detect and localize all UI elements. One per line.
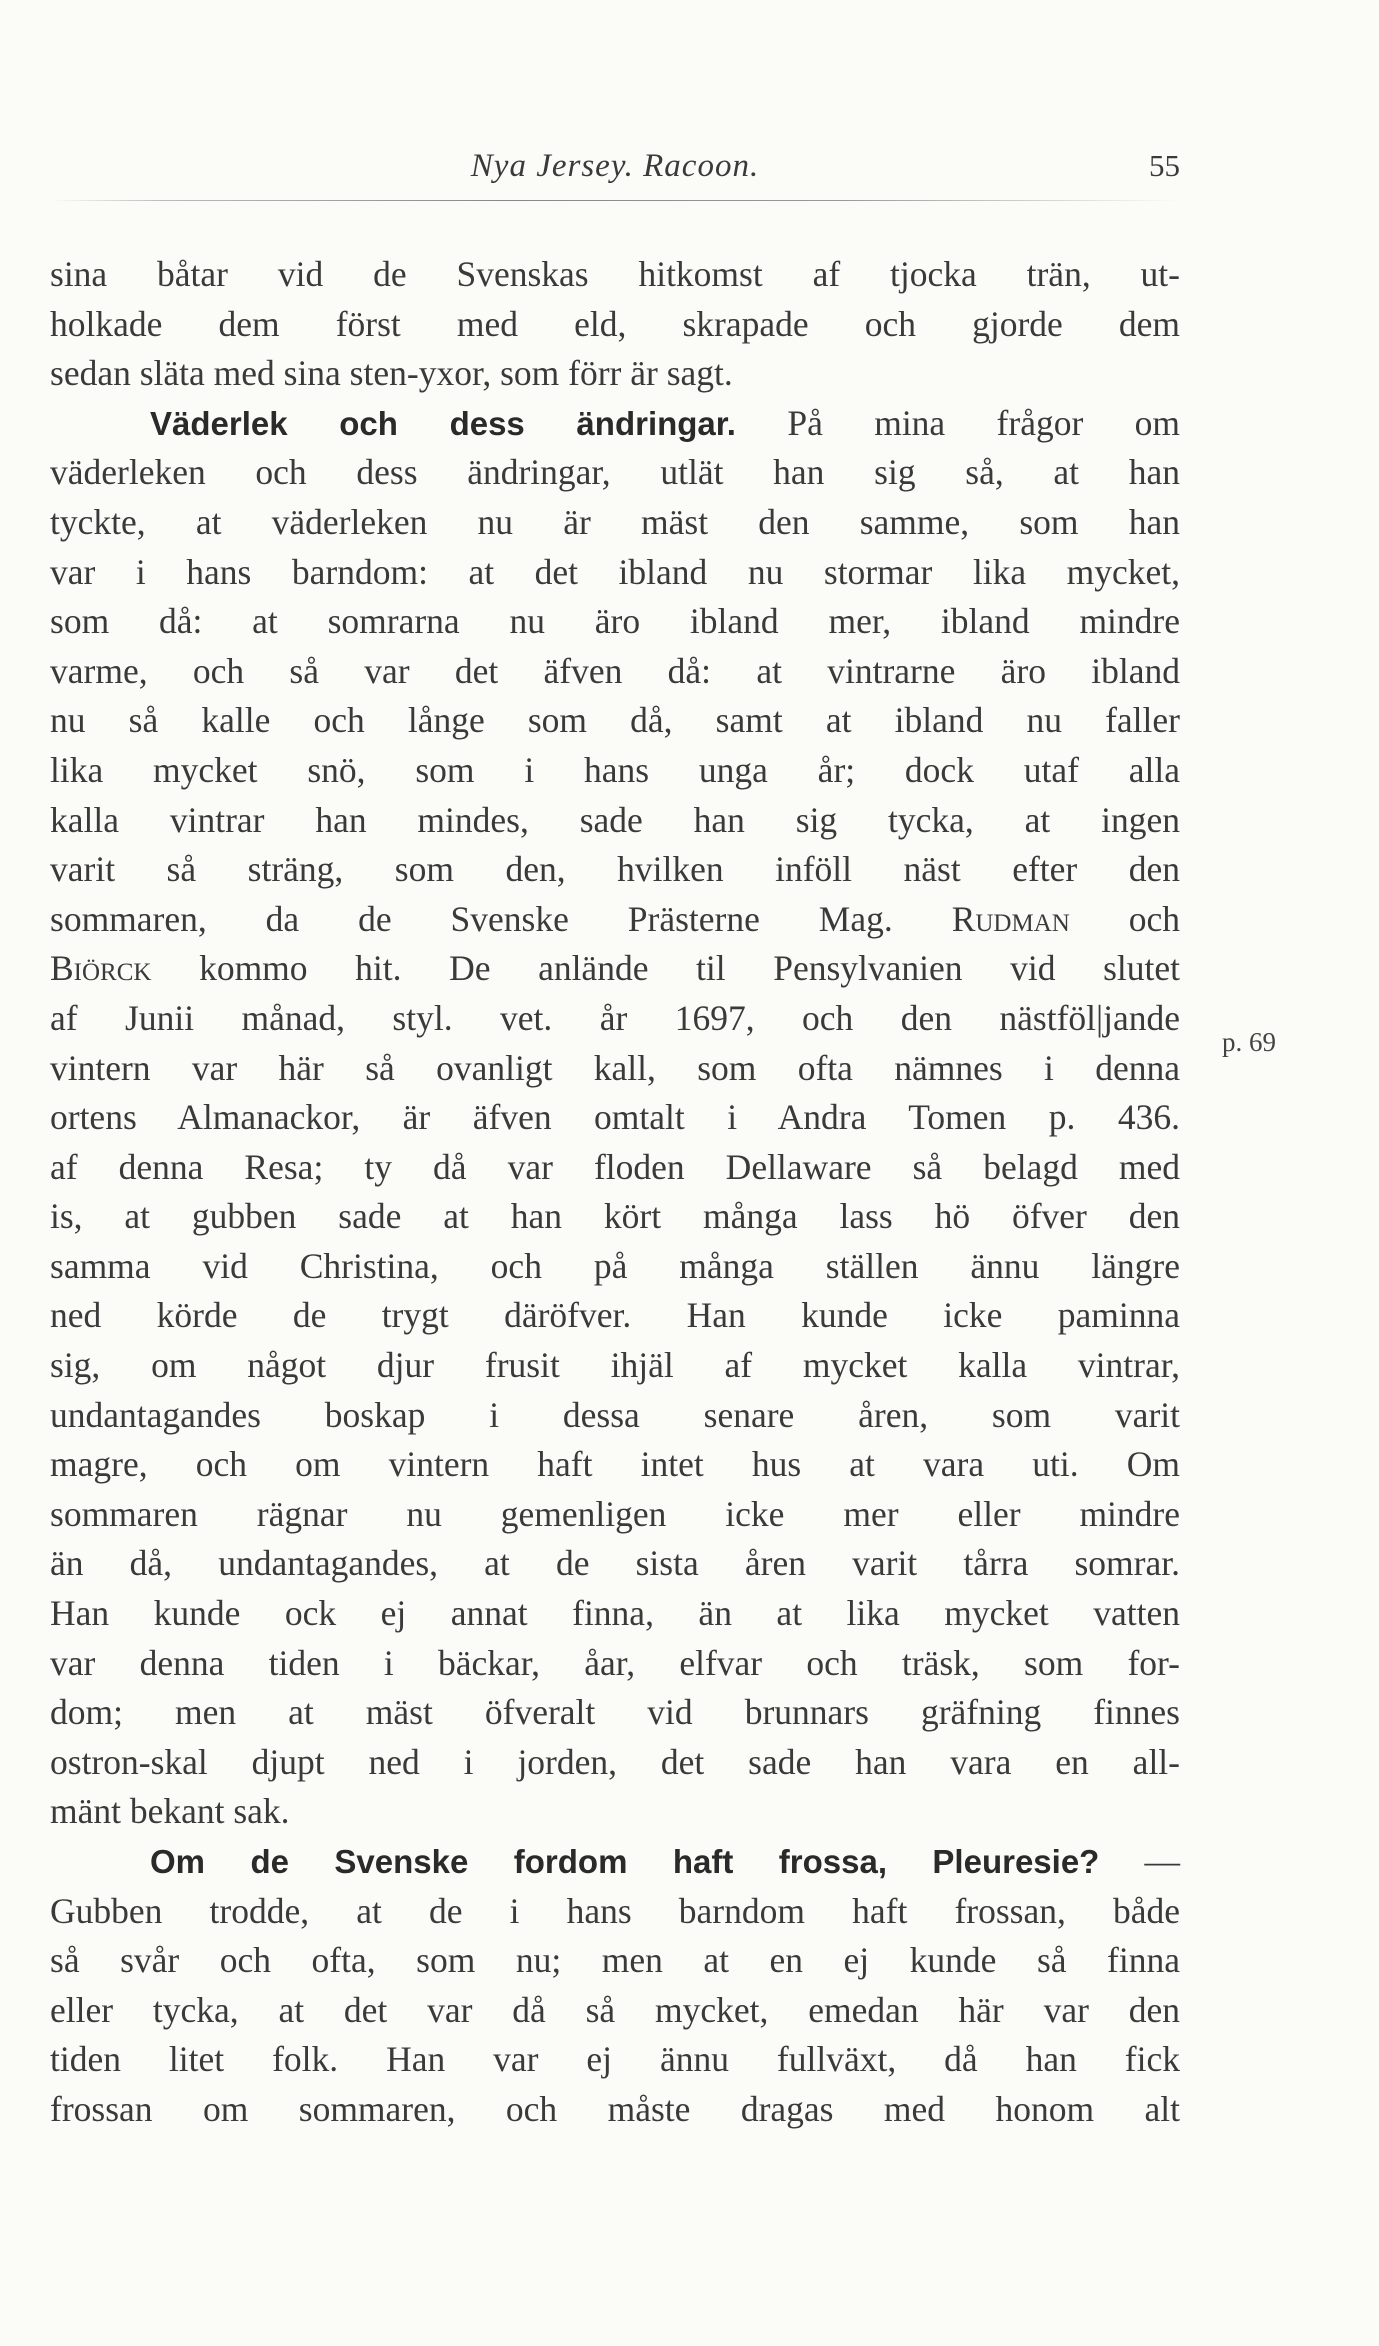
line-text: holkade dem först med eld, skrapade och gjorde dem	[50, 303, 1180, 344]
text-line	[50, 399, 1180, 449]
line-text: —	[1099, 1841, 1180, 1881]
text-line	[50, 597, 1180, 647]
line-text: varme, och så var det äfven då: at vintrarne äro ibland	[50, 650, 1180, 691]
line-text: nu så kalle och långe som då, samt at ibland nu faller	[50, 700, 1180, 741]
text-line	[50, 1688, 1180, 1738]
text-line	[50, 349, 1180, 399]
text-line	[50, 1589, 1180, 1639]
text-line	[50, 696, 1180, 746]
line-text: sommaren rägnar nu gemenligen icke mer eller mindre	[50, 1493, 1180, 1534]
text-line	[50, 2085, 1180, 2135]
line-text: Gubben trodde, at de i hans barndom haft frossan, både	[50, 1890, 1180, 1931]
text-line	[50, 498, 1180, 548]
text-line	[50, 1787, 1180, 1837]
small-caps-name: Rudman	[951, 898, 1070, 939]
line-text: väderleken och dess ändringar, utlät han sig så, at han	[50, 452, 1180, 493]
line-text: samma vid Christina, och på många ställen ännu längre	[50, 1245, 1180, 1286]
text-line	[50, 1440, 1180, 1490]
line-text: så svår och ofta, som nu; men at en ej kunde så finna	[50, 1940, 1180, 1981]
text-line	[50, 1539, 1180, 1589]
text-line	[50, 2035, 1180, 2085]
small-caps-name: Biörck	[50, 948, 152, 989]
line-text: ostron-skal djupt ned i jorden, det sade han vara en all-	[50, 1741, 1180, 1782]
page-number: 55	[1149, 148, 1180, 183]
text-line	[50, 1391, 1180, 1441]
line-text: sig, om något djur frusit ihjäl af mycket kalla vintrar,	[50, 1345, 1180, 1386]
text-line	[50, 1837, 1180, 1887]
text-line	[50, 1490, 1180, 1540]
text-line	[50, 250, 1180, 300]
line-text: af Junii månad, styl. vet. år 1697, och den nästföl|jande	[50, 997, 1180, 1038]
line-text: magre, och om vintern haft intet hus at vara uti. Om	[50, 1444, 1180, 1485]
text-line	[50, 746, 1180, 796]
header-title: Nya Jersey. Racoon.	[470, 148, 760, 184]
text-line	[50, 448, 1180, 498]
header-rule	[50, 200, 1180, 201]
line-text: ned körde de trygt däröfver. Han kunde icke paminna	[50, 1295, 1180, 1336]
text-line	[50, 1986, 1180, 2036]
text-line	[50, 1341, 1180, 1391]
line-text: På mina frågor om	[735, 402, 1180, 443]
text-line	[50, 796, 1180, 846]
text-line	[50, 1044, 1180, 1094]
line-text: lika mycket snö, som i hans unga år; dock utaf alla	[50, 749, 1180, 790]
body-text	[50, 250, 1180, 2135]
line-text: mänt bekant sak.	[50, 1791, 290, 1832]
line-text: sedan släta med sina sten-yxor, som förr är sagt.	[50, 353, 733, 394]
line-text: var i hans barndom: at det ibland nu stormar lika mycket,	[50, 551, 1180, 592]
section-heading: Väderlek och dess ändringar.	[150, 404, 736, 442]
line-text-tail: och	[1069, 898, 1180, 939]
line-text: vintern var här så ovanligt kall, som ofta nämnes i denna	[50, 1047, 1180, 1088]
line-text: kommo hit. De anlände til Pensylvanien vid slutet	[151, 948, 1180, 989]
line-text: dom; men at mäst öfveralt vid brunnars gräfning finnes	[50, 1692, 1180, 1733]
line-text: eller tycka, at det var då så mycket, emedan här var den	[50, 1989, 1180, 2030]
text-line	[50, 1192, 1180, 1242]
section-heading: Om de Svenske fordom haft frossa, Pleuresie?	[150, 1843, 1100, 1880]
line-text: var denna tiden i bäckar, åar, elfvar och träsk, som for-	[50, 1642, 1180, 1683]
line-text: varit så sträng, som den, hvilken inföll näst efter den	[50, 849, 1180, 890]
line-text: undantagandes boskap i dessa senare åren, som varit	[50, 1394, 1180, 1435]
text-line	[50, 994, 1180, 1044]
line-text: sommaren, da de Svenske Prästerne Mag.	[50, 898, 952, 939]
line-text: ortens Almanackor, är äfven omtalt i Andra Tomen p. 436.	[50, 1097, 1180, 1138]
line-text: kalla vintrar han mindes, sade han sig tycka, at ingen	[50, 799, 1180, 840]
line-text: Han kunde ock ej annat finna, än at lika mycket vatten	[50, 1593, 1180, 1634]
text-line	[50, 1093, 1180, 1143]
text-line	[50, 1738, 1180, 1788]
text-line	[50, 845, 1180, 895]
text-line	[50, 300, 1180, 350]
text-line	[50, 1242, 1180, 1292]
text-line	[50, 1291, 1180, 1341]
line-text: tiden litet folk. Han var ej ännu fullväxt, då han fick	[50, 2039, 1180, 2080]
text-line	[50, 1887, 1180, 1937]
text-line	[50, 944, 1180, 994]
line-text: som då: at somrarna nu äro ibland mer, ibland mindre	[50, 601, 1180, 642]
text-line	[50, 1639, 1180, 1689]
text-line	[50, 1143, 1180, 1193]
running-header	[50, 148, 1180, 198]
line-text: frossan om sommaren, och måste dragas med honom alt	[50, 2088, 1180, 2129]
text-line	[50, 1936, 1180, 1986]
line-text: än då, undantagandes, at de sista åren varit tårra somrar.	[50, 1543, 1180, 1584]
line-text: af denna Resa; ty då var floden Dellaware så belagd med	[50, 1146, 1180, 1187]
line-text: tyckte, at väderleken nu är mäst den samme, som han	[50, 501, 1180, 542]
line-text: sina båtar vid de Svenskas hitkomst af tjocka trän, ut-	[50, 254, 1180, 294]
line-text: is, at gubben sade at han kört många lass hö öfver den	[50, 1196, 1180, 1237]
margin-note: p. 69	[1222, 1027, 1276, 1057]
text-line	[50, 548, 1180, 598]
text-line	[50, 647, 1180, 697]
text-line	[50, 895, 1180, 945]
